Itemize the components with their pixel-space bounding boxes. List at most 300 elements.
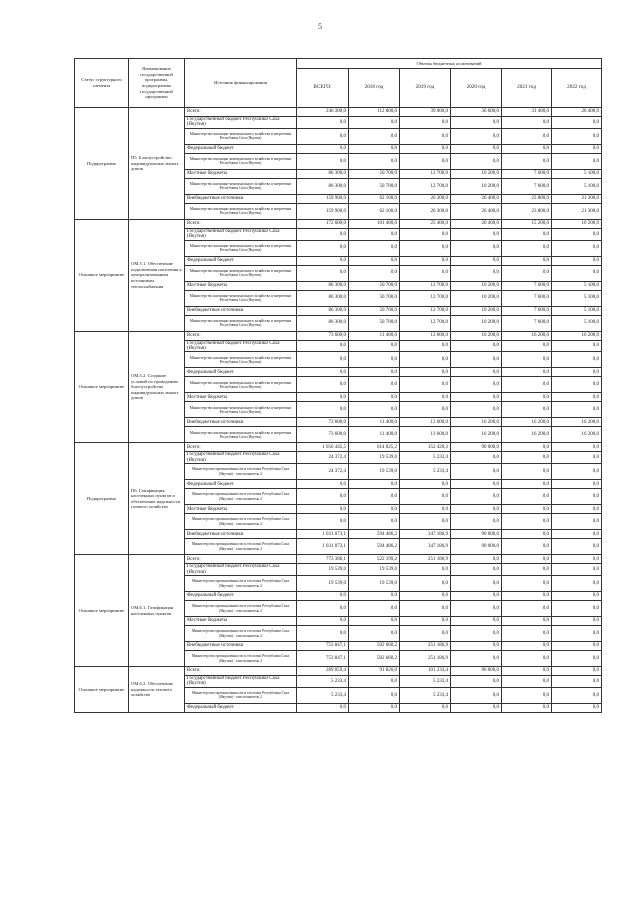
amount-total-cell: 0,0 (297, 617, 349, 626)
amount-year-cell: 0,0 (552, 530, 602, 539)
amount-year-cell: 26 400,0 (451, 203, 502, 219)
amount-year-cell: 0,0 (502, 626, 552, 642)
table-row (75, 443, 602, 452)
amount-year-cell: 0,0 (349, 480, 400, 489)
amount-total-cell: 86 300,0 (297, 169, 349, 178)
amount-year-cell: 16 200,0 (451, 427, 502, 443)
amount-year-cell: 0,0 (502, 514, 552, 530)
amount-year-cell: 0,0 (451, 676, 502, 688)
budget-table-body (75, 108, 602, 713)
amount-year-cell: 7 600,0 (502, 315, 552, 331)
amount-year-cell: 10 200,0 (451, 281, 502, 290)
amount-year-cell: 0,0 (502, 489, 552, 505)
amount-year-cell: 0,0 (349, 340, 400, 352)
executor-cell: Министерство промышленности и геологии Республики Саха (Якутия) - соисполнитель 2 (185, 576, 297, 592)
amount-year-cell: 101 400,0 (349, 219, 400, 228)
amount-year-cell: 0,0 (502, 617, 552, 626)
amount-year-cell: 10 200,0 (451, 315, 502, 331)
amount-total-cell: 246 300,0 (297, 108, 349, 117)
amount-year-cell: 347 186,9 (400, 530, 451, 539)
amount-year-cell: 0,0 (349, 228, 400, 240)
amount-year-cell: 0,0 (349, 514, 400, 530)
amount-year-cell: 5 100,0 (552, 281, 602, 290)
amount-year-cell: 0,0 (349, 592, 400, 601)
amount-year-cell: 0,0 (400, 368, 451, 377)
amount-year-cell: 0,0 (400, 402, 451, 418)
amount-year-cell: 0,0 (502, 265, 552, 281)
executor-cell: Министерство промышленности и геологии Республики Саха (Якутия) - соисполнитель 2 (185, 626, 297, 642)
amount-year-cell: 0,0 (552, 402, 602, 418)
amount-year-cell: 26 400,0 (552, 108, 602, 117)
amount-year-cell: 0,0 (451, 228, 502, 240)
amount-year-cell: 0,0 (552, 144, 602, 153)
amount-total-cell: 0,0 (297, 265, 349, 281)
program-name: ОМ.5.2. Создание условий по проведению благоустройства индивидуальных жилых домов (129, 331, 185, 443)
amount-year-cell: 0,0 (552, 368, 602, 377)
amount-year-cell: 0,0 (552, 443, 602, 452)
amount-total-cell: 0,0 (297, 228, 349, 240)
executor-cell: Министерство промышленности и геологии Республики Саха (Якутия) - соисполнитель 2 (185, 489, 297, 505)
amount-year-cell: 0,0 (400, 352, 451, 368)
amount-year-cell: 614 025,2 (349, 443, 400, 452)
amount-total-cell: 1 031 073,1 (297, 530, 349, 539)
amount-year-cell: 0,0 (552, 703, 602, 712)
funding-source-cell: Федеральный бюджет (185, 256, 297, 265)
amount-year-cell: 0,0 (451, 240, 502, 256)
amount-year-cell: 7 600,0 (502, 306, 552, 315)
amount-year-cell: 0,0 (451, 128, 502, 144)
amount-total-cell: 5 233,4 (297, 676, 349, 688)
amount-year-cell: 0,0 (451, 555, 502, 564)
amount-year-cell: 594 486,2 (349, 530, 400, 539)
amount-total-cell: 159 900,0 (297, 194, 349, 203)
amount-year-cell: 0,0 (502, 128, 552, 144)
amount-year-cell: 0,0 (552, 539, 602, 555)
amount-year-cell: 19 539,0 (349, 452, 400, 464)
funding-source-cell: Всего: (185, 219, 297, 228)
amount-year-cell: 0,0 (451, 153, 502, 169)
amount-year-cell: 0,0 (502, 601, 552, 617)
amount-year-cell: 0,0 (451, 393, 502, 402)
amount-year-cell: 0,0 (400, 480, 451, 489)
amount-year-cell: 0,0 (552, 687, 602, 703)
amount-year-cell: 0,0 (349, 117, 400, 129)
amount-year-cell: 19 539,0 (349, 576, 400, 592)
amount-year-cell: 16 200,0 (552, 427, 602, 443)
amount-total-cell: 73 600,0 (297, 427, 349, 443)
funding-source-cell: Местные бюджеты (185, 281, 297, 290)
amount-year-cell: 0,0 (502, 539, 552, 555)
amount-year-cell: 5 100,0 (552, 306, 602, 315)
amount-year-cell: 0,0 (552, 452, 602, 464)
amount-year-cell: 0,0 (451, 642, 502, 651)
amount-year-cell: 16 200,0 (552, 418, 602, 427)
amount-total-cell: 0,0 (297, 117, 349, 129)
amount-total-cell: 86 300,0 (297, 290, 349, 306)
amount-year-cell: 16 200,0 (502, 331, 552, 340)
amount-year-cell: 0,0 (400, 489, 451, 505)
funding-source-cell: Всего: (185, 555, 297, 564)
amount-year-cell: 0,0 (349, 626, 400, 642)
amount-year-cell: 0,0 (502, 368, 552, 377)
structural-element-status: Подпрограмма (75, 443, 129, 555)
amount-year-cell: 112 800,0 (349, 108, 400, 117)
executor-cell: Министерство жилищно-коммунального хозяйства и энергетики Республики Саха (Якутия) (185, 128, 297, 144)
executor-cell: Министерство жилищно-коммунального хозяйства и энергетики Республики Саха (Якутия) (185, 153, 297, 169)
amount-year-cell: 5 233,4 (400, 452, 451, 464)
amount-year-cell: 50 700,0 (349, 306, 400, 315)
funding-source-cell: Всего: (185, 667, 297, 676)
funding-source-cell: Местные бюджеты (185, 169, 297, 178)
amount-year-cell: 0,0 (552, 153, 602, 169)
amount-year-cell: 7 600,0 (502, 169, 552, 178)
funding-source-cell: Федеральный бюджет (185, 144, 297, 153)
amount-year-cell: 0,0 (400, 256, 451, 265)
amount-year-cell: 0,0 (502, 153, 552, 169)
amount-year-cell: 16 200,0 (451, 331, 502, 340)
amount-year-cell: 50 700,0 (349, 169, 400, 178)
amount-year-cell: 0,0 (451, 352, 502, 368)
funding-source-cell: Государственный бюджет Республики Саха (Якутия) (185, 452, 297, 464)
amount-total-cell: 0,0 (297, 144, 349, 153)
amount-year-cell: 0,0 (349, 676, 400, 688)
amount-year-cell: 0,0 (349, 505, 400, 514)
amount-year-cell: 50 700,0 (349, 178, 400, 194)
funding-source-cell: Внебюджетные источники (185, 642, 297, 651)
structural-element-status: Основное мероприятие (75, 331, 129, 443)
amount-year-cell: 0,0 (400, 505, 451, 514)
amount-year-cell: 0,0 (552, 651, 602, 667)
amount-year-cell: 0,0 (451, 464, 502, 480)
amount-year-cell: 0,0 (451, 626, 502, 642)
amount-total-cell: 0,0 (297, 489, 349, 505)
amount-total-cell: 753 847,1 (297, 642, 349, 651)
amount-year-cell: 7 600,0 (502, 290, 552, 306)
amount-year-cell: 0,0 (502, 592, 552, 601)
amount-year-cell: 0,0 (502, 480, 552, 489)
amount-year-cell: 0,0 (451, 576, 502, 592)
funding-source-cell: Местные бюджеты (185, 505, 297, 514)
amount-year-cell: 0,0 (552, 340, 602, 352)
amount-year-cell: 0,0 (451, 703, 502, 712)
amount-year-cell: 10 200,0 (451, 290, 502, 306)
amount-year-cell: 0,0 (451, 452, 502, 464)
amount-year-cell: 39 000,0 (400, 108, 451, 117)
amount-year-cell: 13 600,0 (400, 427, 451, 443)
executor-cell: Министерство жилищно-коммунального хозяйства и энергетики Республики Саха (Якутия) (185, 402, 297, 418)
amount-total-cell: 0,0 (297, 352, 349, 368)
amount-year-cell: 11 400,0 (349, 427, 400, 443)
funding-source-cell: Федеральный бюджет (185, 480, 297, 489)
executor-cell: Министерство промышленности и геологии Республики Саха (Якутия) - соисполнитель 2 (185, 514, 297, 530)
executor-cell: Министерство жилищно-коммунального хозяйства и энергетики Республики Саха (Якутия) (185, 352, 297, 368)
amount-year-cell: 0,0 (400, 153, 451, 169)
amount-year-cell: 12 700,0 (400, 281, 451, 290)
program-name: ОМ.5.1. Обеспечение подключения населения к централизованным источникам теплоснабжения (129, 219, 185, 331)
amount-year-cell: 31 400,0 (502, 108, 552, 117)
amount-year-cell: 5 100,0 (552, 315, 602, 331)
amount-year-cell: 0,0 (349, 402, 400, 418)
amount-year-cell: 0,0 (552, 228, 602, 240)
amount-year-cell: 0,0 (502, 676, 552, 688)
amount-total-cell: 289 059,4 (297, 667, 349, 676)
amount-year-cell: 0,0 (552, 667, 602, 676)
amount-year-cell: 0,0 (502, 340, 552, 352)
amount-year-cell: 0,0 (349, 352, 400, 368)
header-status: Статус структурного элемента (75, 59, 129, 108)
amount-year-cell: 0,0 (400, 228, 451, 240)
funding-source-cell: Всего: (185, 443, 297, 452)
funding-source-cell: Всего: (185, 331, 297, 340)
amount-year-cell: 0,0 (400, 377, 451, 393)
program-name: ОМ.6.2. Обеспечение надежности газового хозяйства (129, 667, 185, 713)
amount-year-cell: 0,0 (502, 555, 552, 564)
amount-year-cell: 0,0 (502, 667, 552, 676)
amount-year-cell: 0,0 (451, 687, 502, 703)
amount-year-cell: 90 000,0 (451, 530, 502, 539)
amount-year-cell: 0,0 (451, 265, 502, 281)
amount-year-cell: 0,0 (451, 256, 502, 265)
funding-source-cell: Государственный бюджет Республики Саха (Якутия) (185, 117, 297, 129)
amount-total-cell: 0,0 (297, 368, 349, 377)
amount-total-cell: 0,0 (297, 592, 349, 601)
amount-year-cell: 251 186,9 (400, 555, 451, 564)
amount-year-cell: 96 000,0 (451, 667, 502, 676)
amount-year-cell: 0,0 (552, 626, 602, 642)
amount-year-cell: 0,0 (502, 144, 552, 153)
amount-year-cell: 0,0 (502, 576, 552, 592)
funding-source-cell: Государственный бюджет Республики Саха (Якутия) (185, 228, 297, 240)
amount-year-cell: 12 700,0 (400, 306, 451, 315)
amount-total-cell: 0,0 (297, 402, 349, 418)
amount-year-cell: 0,0 (552, 576, 602, 592)
header-name: Наименование государственной программы, подпрограммы государственной программы (129, 59, 185, 108)
amount-year-cell: 0,0 (502, 464, 552, 480)
amount-year-cell: 23 800,0 (502, 203, 552, 219)
amount-year-cell: 0,0 (451, 617, 502, 626)
amount-total-cell: 0,0 (297, 393, 349, 402)
amount-year-cell: 0,0 (451, 368, 502, 377)
amount-total-cell: 1 056 445,5 (297, 443, 349, 452)
amount-total-cell: 86 300,0 (297, 281, 349, 290)
amount-year-cell: 502 660,2 (349, 642, 400, 651)
executor-cell: Министерство жилищно-коммунального хозяйства и энергетики Республики Саха (Якутия) (185, 265, 297, 281)
amount-year-cell: 0,0 (552, 128, 602, 144)
amount-year-cell: 0,0 (552, 592, 602, 601)
amount-year-cell: 0,0 (400, 626, 451, 642)
amount-year-cell: 0,0 (400, 240, 451, 256)
structural-element-status: Основное мероприятие (75, 219, 129, 331)
executor-cell: Министерство жилищно-коммунального хозяйства и энергетики Республики Саха (Якутия) (185, 427, 297, 443)
amount-year-cell: 0,0 (400, 703, 451, 712)
funding-source-cell: Государственный бюджет Республики Саха (Якутия) (185, 676, 297, 688)
amount-year-cell: 0,0 (400, 340, 451, 352)
amount-year-cell: 0,0 (451, 564, 502, 576)
amount-year-cell: 0,0 (552, 489, 602, 505)
amount-year-cell: 16 200,0 (502, 427, 552, 443)
amount-year-cell: 16 200,0 (451, 418, 502, 427)
amount-total-cell: 5 233,4 (297, 687, 349, 703)
amount-year-cell: 0,0 (400, 265, 451, 281)
amount-year-cell: 25 400,0 (400, 219, 451, 228)
amount-year-cell: 0,0 (502, 393, 552, 402)
amount-year-cell: 0,0 (349, 256, 400, 265)
amount-year-cell: 0,0 (552, 377, 602, 393)
executor-cell: Министерство жилищно-коммунального хозяйства и энергетики Республики Саха (Якутия) (185, 240, 297, 256)
amount-year-cell: 0,0 (552, 514, 602, 530)
amount-year-cell: 0,0 (552, 265, 602, 281)
amount-year-cell: 0,0 (349, 240, 400, 256)
amount-year-cell: 11 400,0 (349, 418, 400, 427)
header-year-2019: 2019 год (400, 69, 451, 108)
amount-year-cell: 0,0 (552, 564, 602, 576)
amount-year-cell: 10 200,0 (451, 169, 502, 178)
table-row (75, 219, 602, 228)
amount-year-cell: 50 700,0 (349, 290, 400, 306)
amount-year-cell: 352 420,3 (400, 443, 451, 452)
amount-year-cell: 0,0 (552, 256, 602, 265)
amount-year-cell: 26 300,0 (400, 194, 451, 203)
amount-year-cell: 0,0 (451, 514, 502, 530)
amount-year-cell: 16 200,0 (552, 331, 602, 340)
amount-year-cell: 0,0 (400, 564, 451, 576)
amount-year-cell: 0,0 (552, 617, 602, 626)
amount-year-cell: 0,0 (502, 564, 552, 576)
amount-year-cell: 0,0 (451, 340, 502, 352)
table-row (75, 331, 602, 340)
amount-year-cell: 0,0 (451, 592, 502, 601)
amount-total-cell: 86 300,0 (297, 306, 349, 315)
amount-year-cell: 0,0 (349, 368, 400, 377)
amount-year-cell: 10 200,0 (451, 306, 502, 315)
page-number: 5 (318, 22, 322, 31)
amount-year-cell: 26 400,0 (451, 194, 502, 203)
amount-year-cell: 0,0 (502, 505, 552, 514)
funding-source-cell: Местные бюджеты (185, 393, 297, 402)
executor-cell: Министерство промышленности и геологии Республики Саха (Якутия) - соисполнитель 2 (185, 539, 297, 555)
amount-year-cell: 502 660,2 (349, 651, 400, 667)
amount-year-cell: 5 100,0 (552, 178, 602, 194)
amount-total-cell: 73 600,0 (297, 418, 349, 427)
amount-year-cell: 36 600,0 (451, 108, 502, 117)
amount-year-cell: 0,0 (552, 393, 602, 402)
funding-source-cell: Федеральный бюджет (185, 592, 297, 601)
funding-source-cell: Местные бюджеты (185, 617, 297, 626)
amount-total-cell: 1 031 073,1 (297, 539, 349, 555)
amount-year-cell: 0,0 (349, 601, 400, 617)
amount-year-cell: 594 486,2 (349, 539, 400, 555)
amount-year-cell: 21 300,0 (552, 203, 602, 219)
amount-total-cell: 0,0 (297, 128, 349, 144)
header-year-2018: 2018 год (349, 69, 400, 108)
amount-total-cell: 19 539,0 (297, 576, 349, 592)
table-row (75, 555, 602, 564)
amount-year-cell: 0,0 (502, 228, 552, 240)
amount-year-cell: 0,0 (349, 265, 400, 281)
amount-year-cell: 0,0 (400, 617, 451, 626)
table-row (75, 667, 602, 676)
amount-year-cell: 0,0 (349, 128, 400, 144)
amount-year-cell: 0,0 (349, 144, 400, 153)
program-name: ОМ.6.1. Газификация населенных пунктов (129, 555, 185, 667)
amount-year-cell: 0,0 (451, 402, 502, 418)
amount-year-cell: 0,0 (349, 377, 400, 393)
amount-year-cell: 20 400,0 (451, 219, 502, 228)
amount-total-cell: 0,0 (297, 514, 349, 530)
amount-year-cell: 522 199,2 (349, 555, 400, 564)
amount-year-cell: 0,0 (349, 489, 400, 505)
executor-cell: Министерство жилищно-коммунального хозяйства и энергетики Республики Саха (Якутия) (185, 315, 297, 331)
amount-year-cell: 0,0 (502, 687, 552, 703)
amount-year-cell: 0,0 (502, 240, 552, 256)
executor-cell: Министерство промышленности и геологии Республики Саха (Якутия) - соисполнитель 2 (185, 651, 297, 667)
amount-year-cell: 23 800,0 (502, 194, 552, 203)
amount-year-cell: 0,0 (451, 480, 502, 489)
amount-year-cell: 0,0 (502, 402, 552, 418)
amount-year-cell: 5 233,4 (400, 687, 451, 703)
amount-year-cell: 0,0 (552, 464, 602, 480)
executor-cell: Министерство промышленности и геологии Республики Саха (Якутия) - соисполнитель 2 (185, 464, 297, 480)
amount-year-cell: 5 233,4 (400, 464, 451, 480)
amount-year-cell: 62 100,0 (349, 194, 400, 203)
amount-total-cell: 0,0 (297, 601, 349, 617)
amount-year-cell: 16 200,0 (502, 418, 552, 427)
amount-total-cell: 19 539,0 (297, 564, 349, 576)
amount-year-cell: 7 600,0 (502, 281, 552, 290)
funding-source-cell: Внебюджетные источники (185, 418, 297, 427)
funding-source-cell: Федеральный бюджет (185, 703, 297, 712)
table-row (75, 108, 602, 117)
amount-year-cell: 347 186,9 (400, 539, 451, 555)
amount-year-cell: 0,0 (552, 642, 602, 651)
amount-total-cell: 0,0 (297, 377, 349, 393)
amount-year-cell: 0,0 (400, 514, 451, 530)
amount-total-cell: 73 600,0 (297, 331, 349, 340)
amount-year-cell: 0,0 (502, 377, 552, 393)
funding-source-cell: Всего: (185, 108, 297, 117)
amount-year-cell: 0,0 (349, 687, 400, 703)
amount-year-cell: 101 233,4 (400, 667, 451, 676)
amount-year-cell: 0,0 (502, 703, 552, 712)
structural-element-status: Основное мероприятие (75, 667, 129, 713)
amount-year-cell: 5 233,4 (400, 676, 451, 688)
amount-year-cell: 0,0 (552, 480, 602, 489)
amount-year-cell: 21 300,0 (552, 194, 602, 203)
executor-cell: Министерство промышленности и геологии Республики Саха (Якутия) - соисполнитель 2 (185, 687, 297, 703)
amount-year-cell: 0,0 (451, 144, 502, 153)
funding-source-cell: Государственный бюджет Республики Саха (Якутия) (185, 340, 297, 352)
amount-year-cell: 0,0 (502, 651, 552, 667)
amount-total-cell: 86 300,0 (297, 178, 349, 194)
amount-year-cell: 12 700,0 (400, 169, 451, 178)
amount-year-cell: 0,0 (400, 117, 451, 129)
amount-year-cell: 0,0 (400, 576, 451, 592)
structural-element-status: Основное мероприятие (75, 555, 129, 667)
executor-cell: Министерство жилищно-коммунального хозяйства и энергетики Республики Саха (Якутия) (185, 377, 297, 393)
amount-total-cell: 753 847,1 (297, 651, 349, 667)
amount-year-cell: 0,0 (502, 117, 552, 129)
amount-year-cell: 0,0 (451, 651, 502, 667)
amount-total-cell: 0,0 (297, 240, 349, 256)
funding-source-cell: Внебюджетные источники (185, 194, 297, 203)
amount-year-cell: 0,0 (552, 117, 602, 129)
amount-year-cell: 10 200,0 (451, 178, 502, 194)
amount-total-cell: 0,0 (297, 505, 349, 514)
amount-year-cell: 0,0 (502, 352, 552, 368)
amount-total-cell: 0,0 (297, 340, 349, 352)
amount-year-cell: 0,0 (552, 240, 602, 256)
amount-year-cell: 0,0 (502, 256, 552, 265)
